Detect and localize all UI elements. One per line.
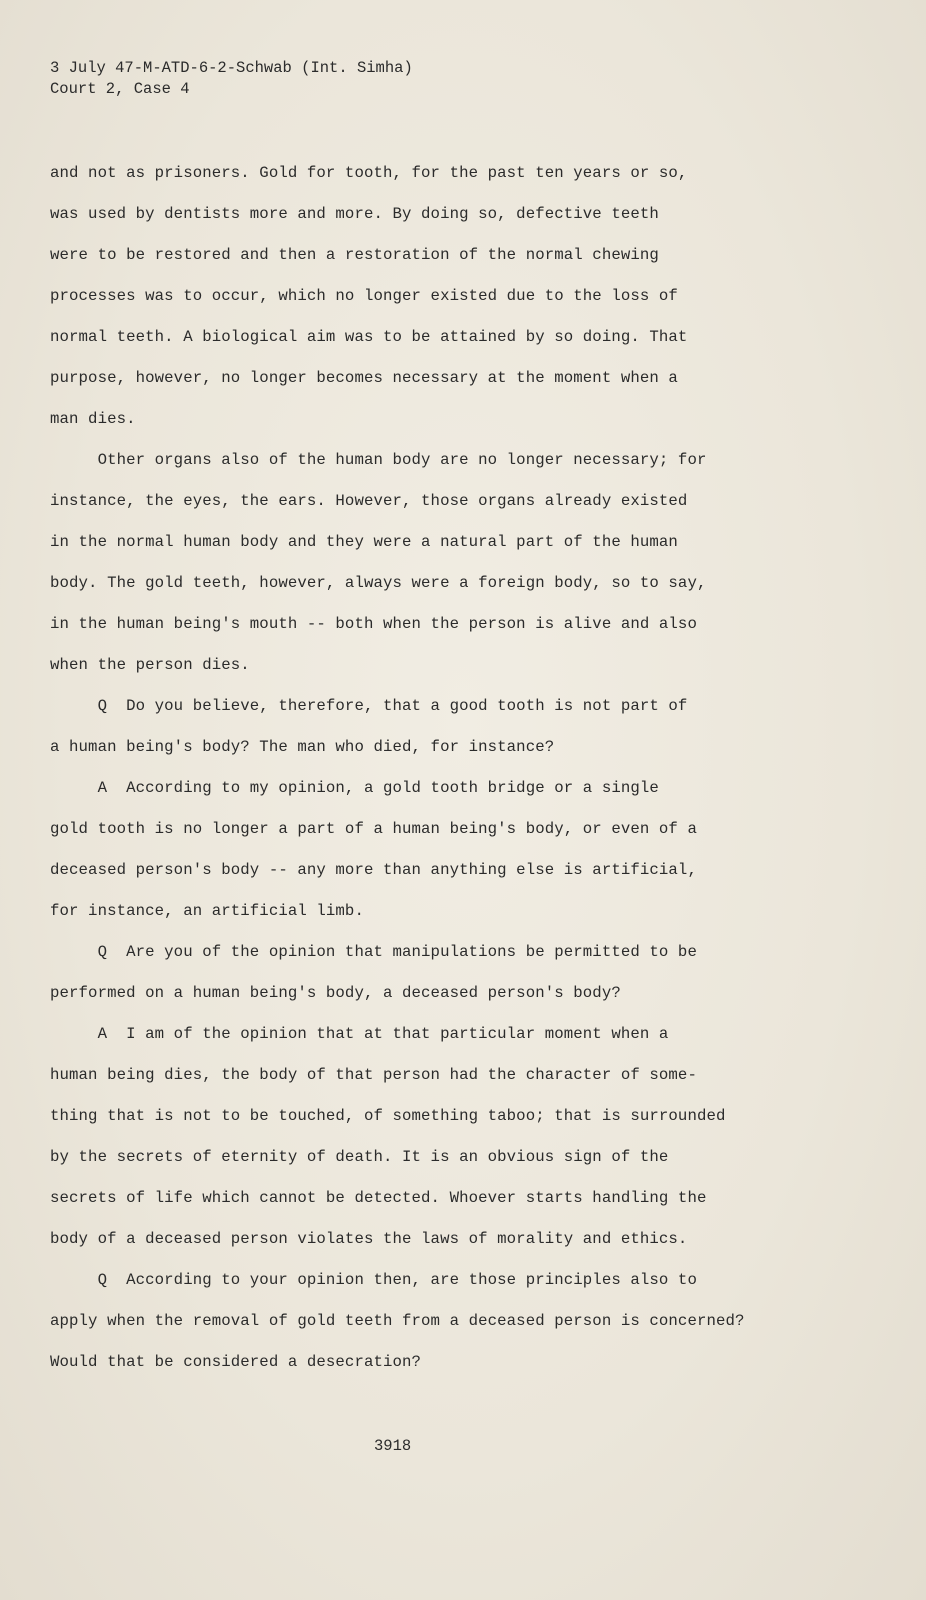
- body-line: for instance, an artificial limb.: [50, 902, 364, 920]
- body-line: secrets of life which cannot be detected. Whoever starts handling the: [50, 1189, 707, 1207]
- body-line: purpose, however, no longer becomes necessary at the moment when a: [50, 369, 678, 387]
- body-line: and not as prisoners. Gold for tooth, for the past ten years or so,: [50, 164, 688, 182]
- body-line: a human being's body? The man who died, for instance?: [50, 738, 555, 756]
- body-line: thing that is not to be touched, of something taboo; that is surrounded: [50, 1107, 726, 1125]
- body-line: man dies.: [50, 410, 136, 428]
- body-line: apply when the removal of gold teeth from a deceased person is concerned?: [50, 1312, 745, 1330]
- question-line: Q Do you believe, therefore, that a good tooth is not part of: [50, 697, 688, 715]
- body-line: processes was to occur, which no longer existed due to the loss of: [50, 287, 678, 305]
- body-line: body. The gold teeth, however, always were a foreign body, so to say,: [50, 574, 707, 592]
- body-line: Would that be considered a desecration?: [50, 1353, 422, 1371]
- body-line: normal teeth. A biological aim was to be attained by so doing. That: [50, 328, 688, 346]
- answer-line: A According to my opinion, a gold tooth bridge or a single: [50, 779, 659, 797]
- question-line: Q Are you of the opinion that manipulations be permitted to be: [50, 943, 697, 961]
- body-line: gold tooth is no longer a part of a human being's body, or even of a: [50, 820, 697, 838]
- body-line: human being dies, the body of that person had the character of some-: [50, 1066, 697, 1084]
- body-line: deceased person's body -- any more than anything else is artificial,: [50, 861, 697, 879]
- body-line: were to be restored and then a restoration of the normal chewing: [50, 246, 659, 264]
- header-line-2: Court 2, Case 4: [50, 80, 190, 98]
- page-number: 3918: [374, 1437, 412, 1455]
- body-line: when the person dies.: [50, 656, 250, 674]
- body-line: by the secrets of eternity of death. It is an obvious sign of the: [50, 1148, 669, 1166]
- document-header: [50, 58, 413, 100]
- answer-line: A I am of the opinion that at that particular moment when a: [50, 1025, 669, 1043]
- question-line: Q According to your opinion then, are those principles also to: [50, 1271, 697, 1289]
- body-line: body of a deceased person violates the laws of morality and ethics.: [50, 1230, 688, 1248]
- body-line: performed on a human being's body, a deceased person's body?: [50, 984, 621, 1002]
- body-line: in the human being's mouth -- both when the person is alive and also: [50, 615, 697, 633]
- header-line-1: 3 July 47-M-ATD-6-2-Schwab (Int. Simha): [50, 59, 413, 77]
- body-line: was used by dentists more and more. By doing so, defective teeth: [50, 205, 659, 223]
- paragraph-start-line: Other organs also of the human body are no longer necessary; for: [50, 451, 707, 469]
- body-line: instance, the eyes, the ears. However, those organs already existed: [50, 492, 688, 510]
- body-line: in the normal human body and they were a natural part of the human: [50, 533, 678, 551]
